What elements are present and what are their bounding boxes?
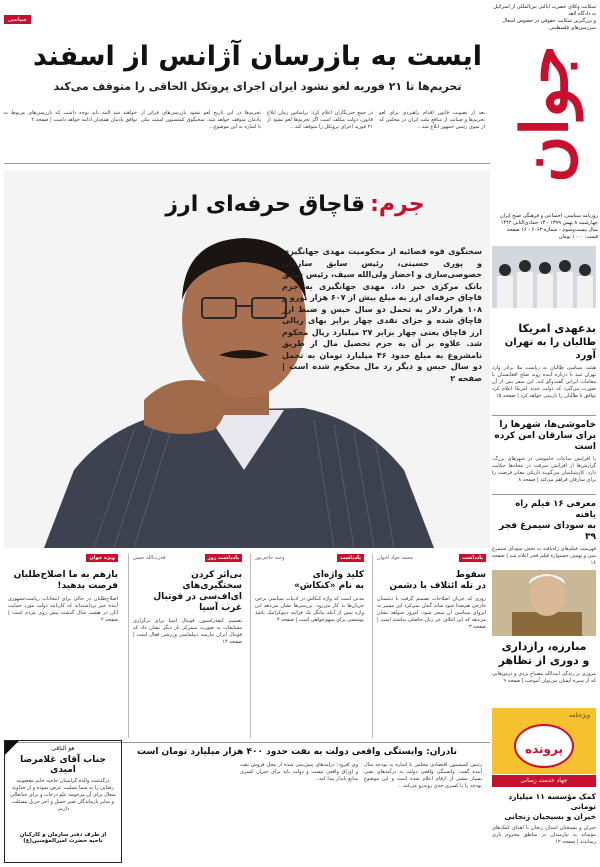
column-author: قدرت‌الله حسن [133, 555, 166, 561]
column-tag: ویژه جوان [86, 554, 118, 562]
condolence-body: درگذشت والده گرامیتان حاجیه خانم معصومه رضایی را به شما تسلیت عرض نموده و از خداوند متعال برای آن مرحومه علو درجات و برای جنابعالی و سایر بازماندگان صبر جمیل و اجر جزیل مسئلت داریم. [10, 778, 116, 812]
masthead [494, 26, 598, 240]
column-body: مدتی است که واژه کنکاش در ادبیات سیاسی برخی جریان‌ها به کار می‌رود. بررسی‌ها نشان می‌دهد این واژه بیش از آنکه بیانگر یک فرایند دموکراتیک باشد پوششی برای سهم‌خواهی است | صفحه ۴ [255, 596, 364, 623]
section-tag: سیاسی [4, 15, 31, 24]
condolence-box [4, 740, 122, 863]
lead-col-left: خواهند شد البته باید توجه داشت که بازرسی‌های مربوط به توافق پادمان همچنان ادامه خواهد داشت | صفحه ۲ [4, 110, 137, 123]
sidebar-story4-headline: مبارزه، رازداری [501, 640, 587, 653]
bottom-body-2: وی افزود: درآمدهای پیش‌بینی شده از محل فروش نفت و اوراق واقعی نیست و دولت باید برای جبران کسری منابع پایدار پیدا کند... [240, 762, 358, 782]
top-strip-line2: و بزرگترین شکایت حقوقی در خصوص اشغال سرزمین‌های فلسطینی [502, 18, 596, 31]
column-author: وحید حاجی‌پور [255, 555, 285, 561]
column-headline: ای‌اف‌سی در فوتبال غرب آسیا [153, 592, 242, 613]
promo-title: پرونده [525, 742, 563, 756]
opinion-columns [4, 554, 490, 738]
masthead-subtitle: روزنامه سیاسی، اجتماعی و فرهنگی صبح ایران [499, 213, 598, 219]
condolence-title: هو الباقی [51, 745, 75, 752]
column-kicker: بازهم به ما اصلاح‌طلبان [13, 570, 118, 580]
column-tag: یادداشت [459, 554, 486, 562]
promo-title-badge [514, 724, 574, 768]
lead-col-mid2: تحریم‌ها در این تاریخ لغو نشود بازرسی‌های فراتر از پادمان متوقف خواهد شد. سخنگوی کمیسیون امنیت ملی با اشاره به این موضوع... [141, 110, 261, 130]
column-body: اصلاح‌طلبان در حالی برای انتخابات ریاست‌جمهوری آینده خیز برداشته‌اند که کارنامه دولت مورد حمایت آنان در هشت سال گذشته پیش روی مردم است | صفحه ۲ [8, 596, 118, 623]
sidebar-story5-body: خیران و بسیجیان استان زنجان با اهدای کمک‌های مؤمنانه به نیازمندان در مناطق محروم یاری رساندند | صفحه ۱۲ [492, 825, 596, 845]
promo-label: ویژه‌نامه [569, 712, 590, 719]
sidebar-story3-subhead: به سودای سیمرغ فجر ۳۹ [499, 521, 596, 542]
sidebar-story4-body: مروری بر زندگی آیت‌الله مصباح یزدی و درس‌هایی که از سیره ایشان می‌توان آموخت | صفحه ۹ [492, 671, 596, 684]
sidebar-story2-subhead: برای سارقان امن کرده است [494, 431, 596, 452]
column-body: تصمیم کنفدراسیون فوتبال آسیا برای برگزاری مسابقات به صورت متمرکز بار دیگر نشان داد که فوتبال ایران نیازمند دیپلماسی ورزشی فعال است | صفحه ۱۴ [133, 618, 242, 645]
column-kicker: بی‌اثر کردن سختگیری‌های [182, 570, 242, 591]
column-body: روزی که جریان اصلاحات تصمیم گرفت با دشمنان خارجی هم‌صدا شود شاید گمان نمی‌کرد این مسیر به انزوای سیاسی آن منجر شود. امروز شواهد نشان می‌دهد که این ائتلاف جز زیان حاصلی نداشته است | صفحه ۳ [377, 596, 486, 630]
column-headline: در تله ائتلاف با دشمن [389, 581, 486, 591]
sidebar-story1-headline: بدعهدی امریکا [518, 322, 596, 335]
sidebar-story1-body: هیئت سیاسی طالبان به ریاست ملا برادر وارد تهران شد تا درباره آینده روند صلح افغانستان با مقامات ایرانی گفت‌وگو کند. این سفر پس از آن صورت می‌گیرد که دولت جدید امریکا اعلام کرد توافق با طالبان را بازبینی خواهد کرد | صفحه ۱۵ [492, 365, 596, 399]
condolence-sign-1: از طرف دفتر سازمان و کارکنان [19, 832, 107, 838]
promo-box[interactable] [492, 708, 596, 774]
bottom-headline: نادران: وابستگی واقعی دولت به نفت حدود ۴۰۰ هزار میلیارد تومان است [136, 747, 458, 757]
top-strip-line1: شکایت وکلای حضرت ایالتی بین‌المللی از اسرائیل به دادگاه لاهه [493, 4, 596, 17]
masthead-issue: سال بیست‌وسوم - شماره ۶۰۶۳ - ۱۶ صفحه [506, 227, 598, 233]
column-headline: فرصت بدهید! [57, 581, 118, 591]
condolence-sign-2: ناحیه حضرت امیرالمؤمنین(ع) [23, 838, 103, 844]
column-kicker: سقوط [455, 570, 486, 580]
sidebar-story2-headline: خاموشی‌ها، شهرها را [499, 420, 596, 430]
sidebar-story5-headline: کمک مؤسسه ۱۱ میلیارد تومانی [508, 792, 596, 811]
bottom-body-1: رئیس کمیسیون اقتصادی مجلس با اشاره به بودجه سال آینده گفت: وابستگی واقعی دولت به درآمدهای نفتی بسیار بیشتر از ارقام اعلام شده است و این موضوع بودجه را با کسری جدی روبه‌رو می‌کند... [364, 762, 482, 789]
feature-body: سخنگوی قوه قضائیه از محکومیت مهدی جهانگیری و پوری حسینی، رئیس سابق سازمان خصوصی‌سازی و احضار ولی‌الله سیف، رئیس سابق بانک مرکزی خبر داد. مهدی جهانگیری به جرم قاچاق حرفه‌ای ارز به مبلغ بیش از ۶۰۷ هزار یورو و ۱۰۸ هزار دلار به تحمل دو سال حبس و ضبط ارز قاچاق شده و جزای نقدی چهار برابر بهای ریالی ارز قاچاق یعنی چهار برابر ۲۷ میلیارد ریال محکوم شد. علاوه بر آن به جرم تحصیل مال از طریق نامشروع به مبلغ حدود ۴۶ میلیارد تومان به تحمل دو سال حبس و دیگر رد مال محکوم شده است | صفحه ۲ [282, 247, 483, 383]
masthead-logo: جوان [508, 45, 583, 183]
sidebar-story5-subhead: خیران و بسیجیان زنجانی [504, 812, 596, 821]
sidebar-photo-1 [492, 246, 596, 308]
condolence-name: جناب آقای غلامرضا امیدی [20, 755, 106, 775]
cleric-portrait-image [492, 570, 596, 636]
group-photo-image [492, 246, 596, 308]
lead-col-mid1: در جمع خبرنگاران اعلام کرد: براساس زمان ابلاغ قانون، دولت مکلف است اگر تحریم‌ها لغو نشود از ۲۱ فوریه اجرای پروتکل را متوقف کند... [267, 110, 373, 130]
opinion-column[interactable] [128, 554, 246, 738]
sidebar-story3-headline: معرفی ۱۶ فیلم راه یافته [515, 499, 596, 520]
sidebar-story1-subhead: طالبان را به تهران آورد [504, 337, 596, 361]
column-tag: یادداشت روز [205, 554, 242, 562]
column-tag: یادداشت [337, 554, 364, 562]
masthead-date: چهارشنبه ۸ بهمن ۱۳۹۹ - ۱۳ جمادی‌الثانی ۱۴۴۲ [500, 220, 598, 226]
sidebar-photo-2 [492, 570, 596, 636]
masthead-price: قیمت: ۱۰۰۰ تومان [558, 234, 598, 240]
condolence-ribbon [5, 741, 19, 755]
sidebar-story2-body: با افزایش ساعات خاموشی در شهرهای بزرگ، گزارش‌ها از افزایش سرقت در محله‌ها حکایت دارد. کارشناسان می‌گویند تاریکی معابر فرصت را برای سارقان فراهم می‌کند | صفحه ۸ [492, 456, 596, 483]
lead-subhead: تحریم‌ها تا ۲۱ فوریه لغو نشود ایران اجرای پروتکل الحاقی را متوقف می‌کند [53, 80, 462, 93]
lead-headline: ایست به بازرسان آژانس از اسفند [32, 41, 483, 72]
lead-col-right: بعد از تصویب قانون اقدام راهبردی برای لغو تحریم‌ها و صیانت از منافع ملت ایران در مجلس که از سوی رئیس جمهور ابلاغ شد... [379, 110, 485, 130]
promo-caption: جهاد خدمت رسانی [492, 775, 596, 787]
sidebar-story3-body: فهرست فیلم‌های راه‌یافته به بخش سودای سیمرغ سی و نهمین جشنواره فیلم فجر اعلام شد | صفحه ۱۶ [492, 546, 596, 566]
sidebar-story4-subhead: و دوری از تظاهر [498, 654, 590, 667]
feature-headline-label: جرم: [370, 192, 425, 217]
opinion-column[interactable] [372, 554, 490, 738]
column-headline: به نام «کنکاش» [293, 581, 364, 591]
column-author: محمد جواد اخوان [377, 555, 414, 561]
opinion-column[interactable] [4, 554, 122, 738]
opinion-column[interactable] [250, 554, 368, 738]
feature-headline: قاچاق حرفه‌ای ارز [165, 192, 366, 217]
column-kicker: کلید واژه‌ای [312, 570, 364, 580]
